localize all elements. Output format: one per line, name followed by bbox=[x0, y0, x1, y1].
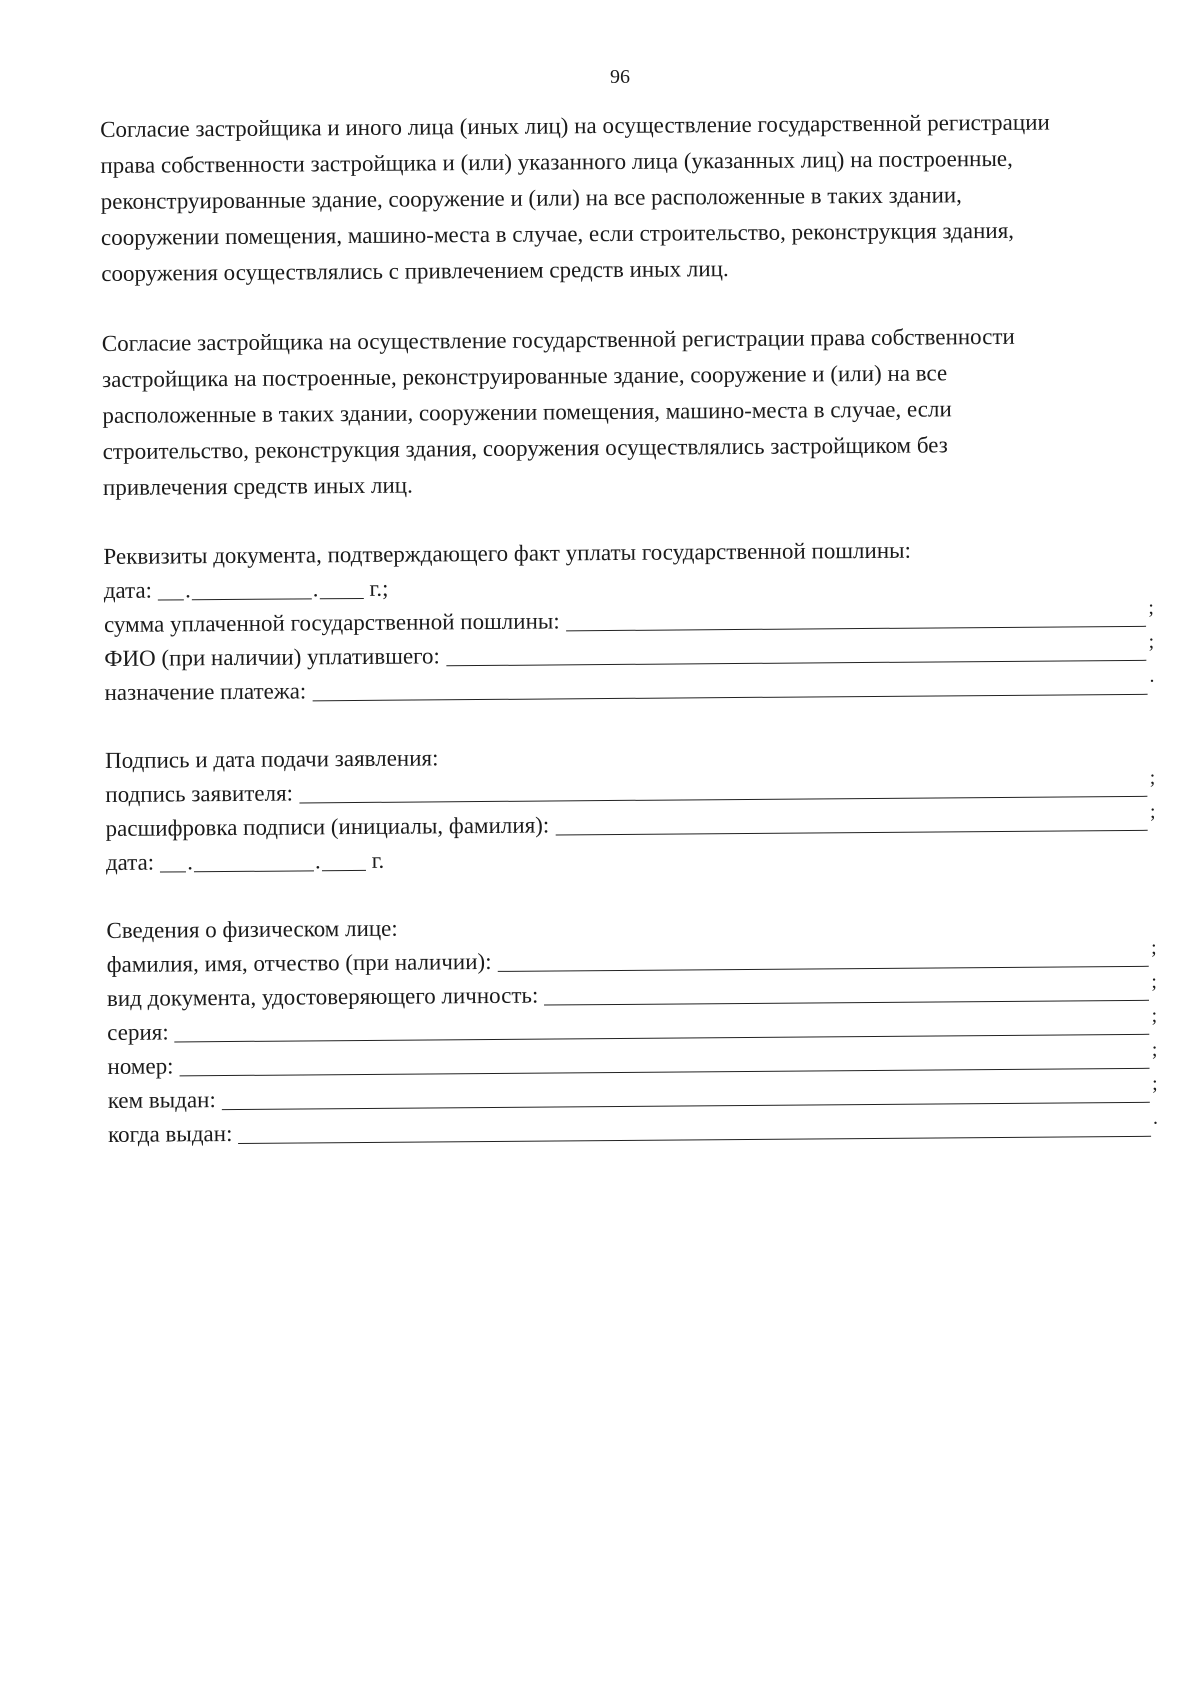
submission-date-label: дата: bbox=[105, 849, 155, 875]
submission-date-month-blank[interactable] bbox=[194, 869, 314, 872]
payment-date-year-blank[interactable] bbox=[320, 597, 364, 599]
individual-details-heading: Сведения о физическом лице: bbox=[106, 915, 398, 943]
submission-date-suffix: г. bbox=[371, 847, 385, 873]
signature-transcript-blank[interactable] bbox=[555, 829, 1148, 836]
applicant-signature-blank[interactable] bbox=[299, 795, 1148, 804]
signature-section bbox=[105, 736, 1156, 880]
line-end-mark: ; bbox=[1148, 596, 1155, 619]
issue-date-label: когда выдан: bbox=[107, 1120, 233, 1147]
payment-details-heading: Реквизиты документа, подтверждающего факт уплаты государственной пошлины: bbox=[103, 537, 912, 569]
submission-date-year-blank[interactable] bbox=[322, 869, 366, 871]
submission-date-separator: . bbox=[187, 849, 193, 875]
submission-date-separator: . bbox=[314, 848, 321, 874]
payment-amount-blank[interactable] bbox=[566, 625, 1147, 632]
payment-purpose-blank[interactable] bbox=[312, 693, 1147, 702]
consent-paragraph-with-third-parties: Согласие застройщика и иного лица (иных лиц) на осуществление государственной регистрации права собственности застройщика и (или) указанного лица (указанных лиц) на построенные, реконструированные здание, сооружение и (или) на все расположенные в таких здании, сооружении помещения, машино-места в случае, если строительство, реконструкция здания, сооружения осуществлялись с привлечением средств иных лиц. bbox=[100, 109, 1050, 286]
individual-details-section bbox=[106, 906, 1158, 1152]
payment-date-separator: . bbox=[184, 577, 191, 603]
payment-date-separator: . bbox=[312, 576, 319, 602]
signature-transcript-label: расшифровка подписи (инициалы, фамилия): bbox=[105, 812, 550, 841]
document-body bbox=[100, 104, 1158, 1186]
line-end-mark: ; bbox=[1150, 936, 1157, 959]
line-end-mark: ; bbox=[1152, 1072, 1158, 1095]
applicant-signature-label: подпись заявителя: bbox=[105, 780, 294, 807]
payment-amount-label: сумма уплаченной государственной пошлины: bbox=[103, 608, 560, 637]
document-series-blank[interactable] bbox=[175, 1033, 1150, 1043]
id-document-type-label: вид документа, удостоверяющего личность: bbox=[106, 982, 539, 1011]
issue-date-blank[interactable] bbox=[238, 1135, 1151, 1144]
payment-date-label: дата: bbox=[103, 577, 153, 603]
payment-date-suffix: г.; bbox=[369, 575, 389, 601]
line-end-mark: . bbox=[1149, 664, 1155, 687]
id-document-type-blank[interactable] bbox=[544, 999, 1149, 1006]
payment-date-day-blank[interactable] bbox=[158, 598, 184, 600]
document-number-blank[interactable] bbox=[180, 1067, 1150, 1077]
line-end-mark: ; bbox=[1151, 1038, 1158, 1061]
payment-purpose-label: назначение платежа: bbox=[104, 678, 307, 705]
document-series-label: серия: bbox=[107, 1019, 169, 1045]
payer-name-blank[interactable] bbox=[446, 659, 1147, 667]
consent-paragraph-developer-only: Согласие застройщика на осуществление государственной регистрации права собственности застройщика на построенные, реконструированные здание, сооружение и (или) на все расположенные в таких здании, сооружении помещения, машино-места в случае, если строительство, реконструкция здания, сооружения осуществлялись застройщиком без привлечения средств иных лиц. bbox=[101, 323, 1015, 500]
payer-name-label: ФИО (при наличии) уплатившего: bbox=[104, 643, 440, 671]
payment-details-section bbox=[103, 532, 1154, 710]
signature-heading: Подпись и дата подачи заявления: bbox=[104, 745, 439, 773]
line-end-mark: ; bbox=[1151, 1004, 1158, 1027]
submission-date-day-blank[interactable] bbox=[160, 870, 186, 872]
full-name-label: фамилия, имя, отчество (при наличии): bbox=[106, 948, 492, 977]
line-end-mark: ; bbox=[1148, 630, 1155, 653]
issued-by-blank[interactable] bbox=[222, 1101, 1150, 1110]
line-end-mark: ; bbox=[1149, 800, 1156, 823]
payment-purpose-row bbox=[104, 664, 1155, 710]
line-end-mark: ; bbox=[1149, 766, 1156, 789]
line-end-mark: ; bbox=[1151, 970, 1157, 993]
full-name-blank[interactable] bbox=[498, 965, 1150, 972]
payment-date-month-blank[interactable] bbox=[192, 597, 312, 600]
issue-date-row bbox=[107, 1106, 1159, 1152]
page-number: 96 bbox=[610, 66, 630, 88]
line-end-mark: . bbox=[1152, 1106, 1159, 1129]
document-number-label: номер: bbox=[107, 1053, 174, 1079]
issued-by-label: кем выдан: bbox=[107, 1087, 216, 1113]
